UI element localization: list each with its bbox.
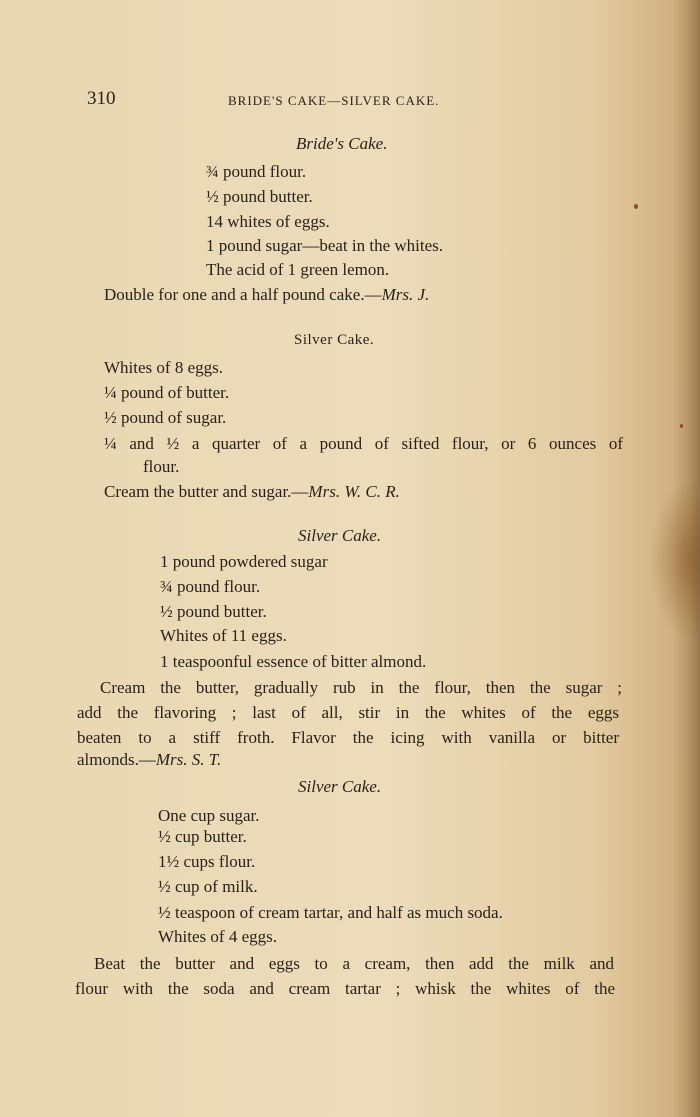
ingredient-line: ¼ and ½ a quarter of a pound of sifted flour, or 6 ounces of — [104, 434, 623, 453]
ink-spot — [680, 424, 683, 428]
running-title: BRIDE'S CAKE—SILVER CAKE. — [228, 93, 440, 108]
note-text: Double for one and a half pound cake.— — [104, 285, 382, 304]
recipe-note — [104, 286, 429, 303]
ingredient-line: flour. — [143, 457, 180, 476]
note-author: Mrs. S. T. — [155, 750, 222, 769]
paragraph-line: add the flavoring ; last of all, stir in the whites of the eggs — [77, 703, 619, 722]
ingredient-line: ½ teaspoon of cream tartar, and half as much soda. — [158, 903, 503, 922]
note-text: almonds.— — [77, 750, 156, 769]
ingredient-line: ½ pound butter. — [160, 602, 267, 621]
ingredient-line: ½ pound butter. — [206, 187, 313, 206]
recipe-title-brides-cake: Bride's Cake. — [296, 134, 388, 153]
ingredient-line: Whites of 8 eggs. — [104, 358, 223, 377]
ingredient-line: ½ cup of milk. — [158, 877, 258, 896]
recipe-title-silver-cake: Silver Cake. — [298, 777, 382, 796]
ingredient-line: ¾ pound flour. — [206, 162, 307, 181]
ingredient-line: Whites of 11 eggs. — [160, 626, 287, 645]
ingredient-line: One cup sugar. — [158, 806, 260, 825]
note-author: Mrs. J. — [381, 285, 430, 304]
paragraph-line: Beat the butter and eggs to a cream, then add the milk and — [94, 954, 614, 973]
ingredient-line: ½ cup butter. — [158, 827, 247, 846]
paragraph-line: flour with the soda and cream tartar ; whisk the whites of the — [75, 979, 615, 998]
ingredient-line: ¾ pound flour. — [160, 577, 261, 596]
page-number: 310 — [87, 88, 116, 109]
ingredient-line: 14 whites of eggs. — [206, 212, 330, 231]
ingredient-line: The acid of 1 green lemon. — [206, 260, 390, 279]
paragraph-line: beaten to a stiff froth. Flavor the icing with vanilla or bitter — [77, 728, 619, 747]
ingredient-line: ¼ pound of butter. — [104, 383, 230, 402]
note-author: Mrs. W. C. R. — [308, 482, 400, 501]
paragraph-line: Cream the butter, gradually rub in the flour, then the sugar ; — [100, 678, 622, 697]
ingredient-line: 1 pound sugar—beat in the whites. — [206, 236, 444, 255]
recipe-note — [77, 751, 221, 768]
recipe-title-silver-cake: Silver Cake. — [294, 332, 375, 348]
ingredient-line: 1 teaspoonful essence of bitter almond. — [160, 652, 427, 671]
ink-spot — [634, 204, 638, 209]
recipe-title-silver-cake: Silver Cake. — [298, 526, 382, 545]
ingredient-line: 1½ cups flour. — [158, 852, 256, 871]
page-spine-shadow — [672, 0, 700, 1117]
ingredient-line: ½ pound of sugar. — [104, 408, 227, 427]
note-text: Cream the butter and sugar.— — [104, 482, 309, 501]
ingredient-line: Whites of 4 eggs. — [158, 927, 277, 946]
ingredient-line: 1 pound powdered sugar — [160, 552, 328, 571]
recipe-note — [104, 483, 400, 500]
